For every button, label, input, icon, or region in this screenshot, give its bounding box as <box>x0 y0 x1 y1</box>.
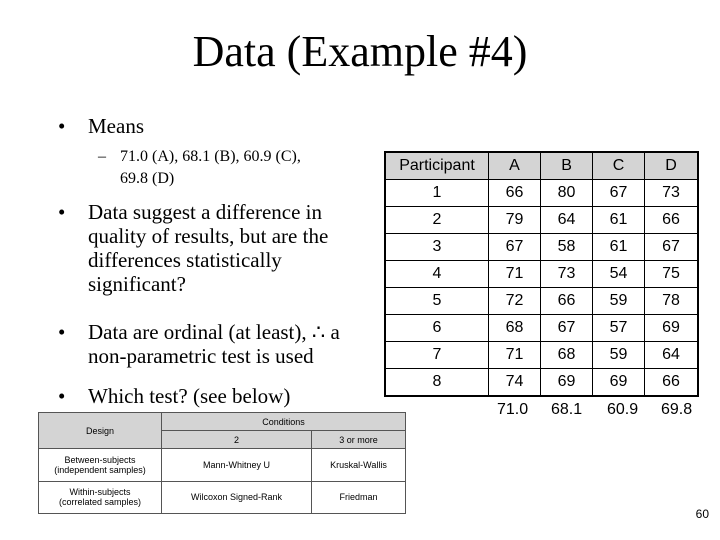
score-cell: 59 <box>593 288 645 315</box>
table-row <box>385 261 698 288</box>
mean-a: 71.0 <box>497 401 529 418</box>
table-row <box>385 288 698 315</box>
header-d: D <box>645 152 698 180</box>
test-friedman: Friedman <box>312 481 406 514</box>
score-cell: 67 <box>645 234 698 261</box>
bullet-means-text: Means <box>88 114 144 138</box>
table-row <box>385 180 698 207</box>
score-cell: 69 <box>541 369 593 397</box>
between-label-line2: (independent samples) <box>54 464 146 475</box>
header-design: Design <box>39 413 162 449</box>
test-wilcoxon: Wilcoxon Signed-Rank <box>162 481 312 514</box>
test-selection-table <box>38 412 406 514</box>
header-b: B <box>541 152 593 180</box>
means-detail-line2: 69.8 (D) <box>120 170 175 187</box>
test-kruskal-wallis: Kruskal-Wallis <box>312 449 406 482</box>
header-conditions: Conditions <box>162 413 406 431</box>
score-cell: 64 <box>541 207 593 234</box>
score-cell: 75 <box>645 261 698 288</box>
score-cell: 71 <box>489 342 541 369</box>
participant-cell: 5 <box>385 288 489 315</box>
header-two-conditions: 2 <box>162 431 312 449</box>
bullet-difference-text: Data suggest a difference in quality of results, but are the differences statistically significant? <box>88 200 329 296</box>
header-participant: Participant <box>385 152 489 180</box>
bullet-dot: • <box>58 384 66 408</box>
participant-data-table <box>384 151 699 397</box>
table-row <box>385 342 698 369</box>
table-row <box>385 315 698 342</box>
score-cell: 67 <box>593 180 645 207</box>
table-row <box>39 449 406 482</box>
table-row <box>385 369 698 397</box>
score-cell: 61 <box>593 234 645 261</box>
bullet-dot: • <box>58 200 66 224</box>
score-cell: 68 <box>489 315 541 342</box>
participant-cell: 7 <box>385 342 489 369</box>
table-row <box>39 481 406 514</box>
bullet-which-test-text: Which test? (see below) <box>88 384 291 408</box>
header-three-or-more: 3 or more <box>312 431 406 449</box>
score-cell: 68 <box>541 342 593 369</box>
score-cell: 57 <box>593 315 645 342</box>
participant-cell: 8 <box>385 369 489 397</box>
score-cell: 64 <box>645 342 698 369</box>
sub-bullet-means-text <box>120 146 370 190</box>
participant-cell: 6 <box>385 315 489 342</box>
score-cell: 66 <box>645 369 698 397</box>
table-row <box>385 234 698 261</box>
bullet-ordinal-text: Data are ordinal (at least), ∴ a non-parametric test is used <box>88 320 340 368</box>
score-cell: 66 <box>645 207 698 234</box>
table-row <box>385 207 698 234</box>
score-cell: 67 <box>489 234 541 261</box>
score-cell: 78 <box>645 288 698 315</box>
table-header-row <box>385 152 698 180</box>
within-label-line2: (correlated samples) <box>58 497 142 508</box>
score-cell: 69 <box>645 315 698 342</box>
score-cell: 71 <box>489 261 541 288</box>
design-header-row <box>39 413 406 431</box>
mean-d: 69.8 <box>661 401 693 418</box>
participant-cell: 4 <box>385 261 489 288</box>
bullet-dot: • <box>58 320 66 344</box>
score-cell: 80 <box>541 180 593 207</box>
sub-bullet-dash: – <box>98 148 106 165</box>
participant-cell: 2 <box>385 207 489 234</box>
score-cell: 79 <box>489 207 541 234</box>
header-a: A <box>489 152 541 180</box>
score-cell: 54 <box>593 261 645 288</box>
within-label-line1: Within-subjects <box>69 487 131 498</box>
score-cell: 66 <box>541 288 593 315</box>
header-c: C <box>593 152 645 180</box>
score-cell: 73 <box>541 261 593 288</box>
score-cell: 61 <box>593 207 645 234</box>
participant-cell: 3 <box>385 234 489 261</box>
bullet-dot: • <box>58 114 66 138</box>
score-cell: 66 <box>489 180 541 207</box>
page-number: 60 <box>695 507 709 521</box>
score-cell: 74 <box>489 369 541 397</box>
participant-cell: 1 <box>385 180 489 207</box>
score-cell: 73 <box>645 180 698 207</box>
mean-b: 68.1 <box>551 401 583 418</box>
score-cell: 59 <box>593 342 645 369</box>
score-cell: 72 <box>489 288 541 315</box>
mean-c: 60.9 <box>607 401 639 418</box>
score-cell: 67 <box>541 315 593 342</box>
row-label-between <box>39 449 162 482</box>
score-cell: 58 <box>541 234 593 261</box>
between-label-line1: Between-subjects <box>64 454 136 465</box>
score-cell: 69 <box>593 369 645 397</box>
slide-title: Data (Example #4) <box>192 27 528 76</box>
means-detail-line1: 71.0 (A), 68.1 (B), 60.9 (C), <box>120 148 301 165</box>
row-label-within <box>39 481 162 514</box>
test-mann-whitney: Mann-Whitney U <box>162 449 312 482</box>
